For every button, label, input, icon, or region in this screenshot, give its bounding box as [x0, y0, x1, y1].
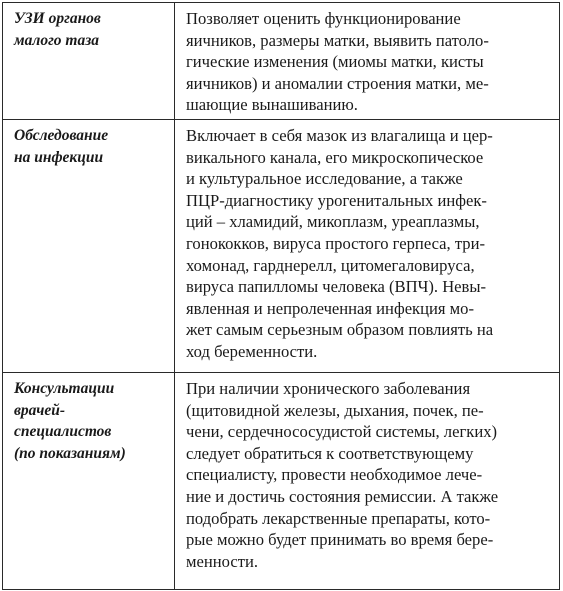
- description-line: викального канала, его микроскопическое: [186, 147, 484, 167]
- description-line: следует обратиться к соответствующему: [186, 443, 474, 463]
- term-cell: [3, 3, 175, 120]
- description-line: жет самым серьезным образом повлиять на: [186, 320, 494, 340]
- term-line: (по показаниям): [14, 444, 126, 462]
- term-line: малого таза: [14, 31, 100, 49]
- exam-table: [2, 2, 560, 590]
- description-cell: [175, 3, 560, 120]
- description-line: яичников) и аномалии строения матки, ме-: [186, 73, 489, 93]
- term-line: Обследование: [14, 127, 109, 144]
- description-line: яичников, размеры матки, выявить патоло-: [186, 30, 489, 50]
- description-cell: [175, 373, 560, 590]
- description-line: ние и достичь состояния ремиссии. А также: [186, 486, 499, 506]
- description-infection-screening: [175, 120, 559, 363]
- description-line: рые можно будет принимать во время бере-: [186, 530, 494, 550]
- description-specialist-consultations: [175, 373, 559, 572]
- description-line: Включает в себя мазок из влагалища и цер-: [186, 126, 493, 145]
- description-line: гические изменения (миомы матки, кисты: [186, 52, 484, 72]
- description-line: ход беременности.: [186, 341, 318, 361]
- description-line: ций – хламидий, микоплазм, уреаплазмы,: [186, 212, 480, 232]
- description-line: менности.: [186, 551, 258, 571]
- term-line: на инфекции: [14, 148, 104, 166]
- term-line: врачей-: [14, 401, 66, 419]
- term-ultrasound: [3, 3, 174, 51]
- description-line: и культуральное исследование, а также: [186, 169, 463, 189]
- description-line: хомонад, гарднерелл, цитомегаловируса,: [186, 255, 475, 275]
- description-line: специалисту, провести необходимое лече-: [186, 465, 483, 485]
- term-line: Консультации: [14, 380, 115, 397]
- description-line: шающие вынашиванию.: [186, 95, 358, 115]
- description-line: При наличии хронического заболевания: [186, 379, 471, 398]
- term-cell: [3, 120, 175, 373]
- table-row: [3, 3, 560, 120]
- description-cell: [175, 120, 560, 373]
- description-line: ПЦР-диагностику урогенитальных инфек-: [186, 190, 487, 210]
- description-line: Позволяет оценить функционирование: [186, 9, 461, 28]
- description-line: явленная и непролеченная инфекция мо-: [186, 298, 474, 318]
- description-line: гонококков, вируса простого герпеса, три-: [186, 233, 485, 253]
- term-infection-screening: [3, 120, 174, 168]
- term-line: специалистов: [14, 423, 112, 440]
- term-line: УЗИ органов: [14, 10, 101, 27]
- table-row: [3, 120, 560, 373]
- description-line: подобрать лекарственные препараты, кото-: [186, 508, 491, 528]
- term-cell: [3, 373, 175, 590]
- term-specialist-consultations: [3, 373, 174, 464]
- table-row: [3, 373, 560, 590]
- description-line: чени, сердечнососудистой системы, легких): [186, 422, 498, 442]
- description-line: (щитовидной железы, дыхания, почек, пе-: [186, 400, 484, 420]
- description-ultrasound: [175, 3, 559, 116]
- description-line: вируса папилломы человека (ВПЧ). Невы-: [186, 277, 487, 297]
